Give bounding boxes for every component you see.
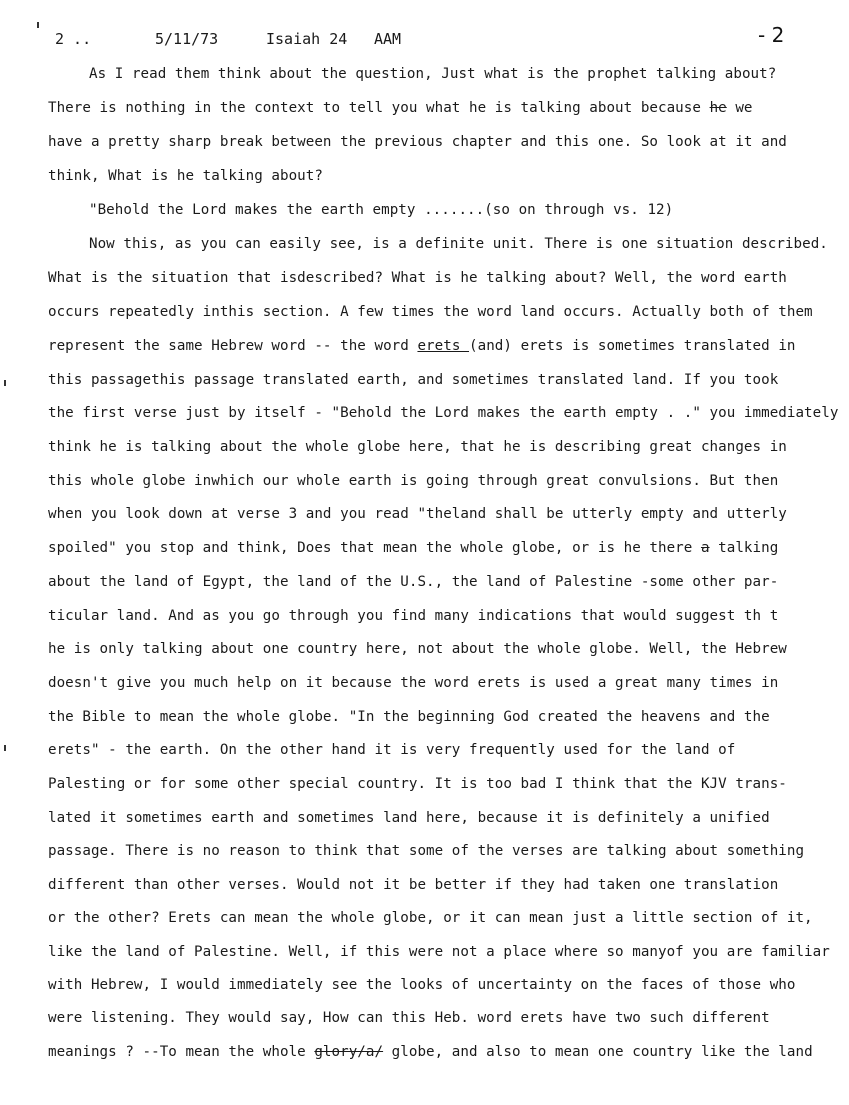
text-segment: were listening. They would say, How can this Heb. word erets have two such different [48,1010,770,1026]
text-line [48,439,787,455]
margin-mark [4,380,6,386]
text-line [48,372,778,388]
text-line [48,134,787,150]
text-segment: spoiled" you stop and think, Does that mean the whole globe, or is he there [48,540,701,556]
text-segment: we [726,100,753,116]
text-segment: There is nothing in the context to tell you what he is talking about because [48,100,710,116]
text-segment: have a pretty sharp break between the previous chapter and this one. So look at it and [48,134,787,150]
text-segment: when you look down at verse 3 and you read "theland shall be utterly empty and utterly [48,506,787,522]
text-line [48,1044,813,1060]
text-segment: with Hebrew, I would immediately see the looks of uncertainty on the faces of those who [48,977,796,993]
text-segment: talking [709,540,779,556]
text-segment: meanings ? --To mean the whole [48,1044,315,1060]
text-line [48,574,778,590]
text-line [89,202,673,218]
text-line [89,236,828,252]
text-line [48,270,787,286]
text-line [48,944,830,960]
text-line [48,641,787,657]
text-line [48,473,778,489]
text-line [48,742,735,758]
text-segment: this whole globe inwhich our whole earth is going through great convulsions. But then [48,473,779,489]
text-segment: represent the same Hebrew word -- the word [48,338,418,354]
text-segment: ticular land. And as you go through you find many indications that would suggest th t [48,608,779,624]
text-segment: What is the situation that isdescribed? What is he talking about? Well, the word earth [48,270,787,286]
text-segment: the first verse just by itself - "Behold the Lord makes the earth empty . ." you immediately [48,405,839,421]
text-line [48,1010,770,1026]
text-segment: passage. There is no reason to think that some of the verses are talking about something [48,843,805,859]
text-segment: the Bible to mean the whole globe. "In the beginning God created the heavens and the [48,709,770,725]
text-line [48,506,787,522]
text-segment: think he is talking about the whole globe here, that he is describing great changes in [48,439,787,455]
text-line [48,709,770,725]
author-initials: AAM [374,30,402,48]
passage-reference: Isaiah 24 [266,30,348,48]
text-line [48,843,804,859]
text-line [48,168,323,184]
text-segment: Palesting or for some other special country. It is too bad I think that the KJV trans- [48,776,787,792]
text-line [48,405,838,421]
struck-text: he [709,100,727,116]
punch-mark [37,22,39,28]
text-segment: globe, and also to mean one country like the land [383,1044,813,1060]
text-line [48,675,778,691]
text-line [48,540,778,556]
text-segment: doesn't give you much help on it because the word erets is used a great many times in [48,675,779,691]
text-segment: (and) erets is sometimes translated in [469,338,796,354]
text-segment: "Behold the Lord makes the earth empty .......(so on through vs. 12) [89,202,674,218]
text-segment: or the other? Erets can mean the whole globe, or it can mean just a little section of it, [48,910,813,926]
handwritten-page-number: - 2 [758,23,785,47]
margin-mark [4,745,6,751]
struck-text: a [700,540,710,556]
text-line [48,776,787,792]
text-line [48,977,795,993]
text-line [48,100,753,116]
text-line [48,304,813,320]
text-segment: erets" - the earth. On the other hand it is very frequently used for the land of [48,742,736,758]
underlined-word: erets [417,338,470,354]
text-segment: Now this, as you can easily see, is a definite unit. There is one situation described. [89,236,828,252]
struck-text: glory/a/ [314,1044,384,1060]
text-line [89,66,776,82]
text-line [48,608,778,624]
text-segment: like the land of Palestine. Well, if this were not a place where so manyof you are familiar [48,944,830,960]
text-segment: lated it sometimes earth and sometimes land here, because it is definitely a unified [48,810,770,826]
text-segment: about the land of Egypt, the land of the U.S., the land of Palestine -some other par- [48,574,779,590]
text-segment: he is only talking about one country here, not about the whole globe. Well, the Hebrew [48,641,787,657]
text-segment: think, What is he talking about? [48,168,323,184]
text-segment: As I read them think about the question, Just what is the prophet talking about? [89,66,777,82]
text-line [48,338,796,354]
lecture-date: 5/11/73 [155,30,219,48]
text-segment: different than other verses. Would not it be better if they had taken one translation [48,877,779,893]
text-line [48,910,813,926]
text-segment: occurs repeatedly inthis section. A few times the word land occurs. Actually both of them [48,304,813,320]
text-line [48,810,770,826]
text-segment: this passagethis passage translated earth, and sometimes translated land. If you took [48,372,779,388]
page-marker: 2 .. [55,30,92,48]
text-line [48,877,778,893]
